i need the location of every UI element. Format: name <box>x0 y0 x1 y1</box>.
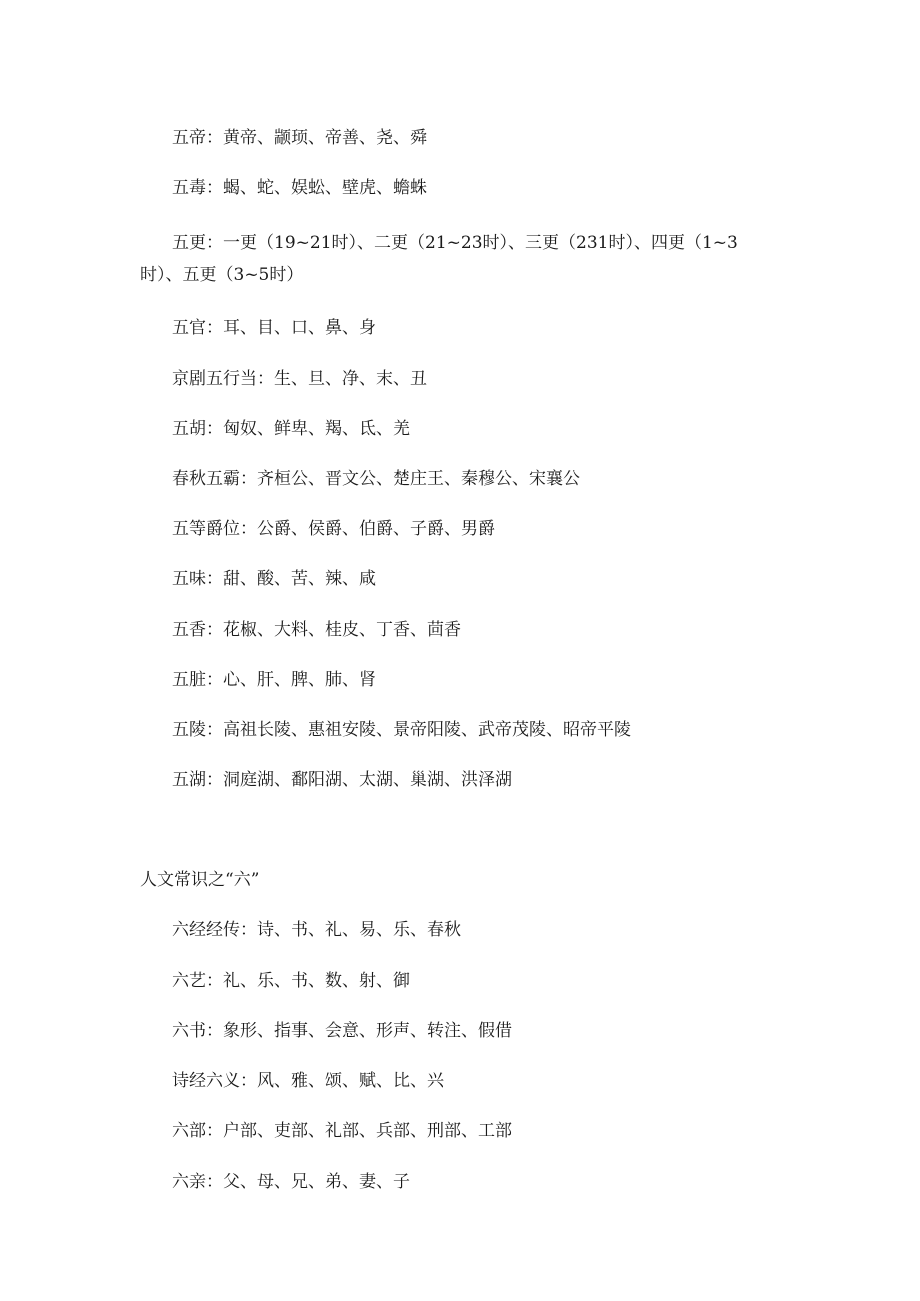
item-liujing-jingzhuan: 六经经传：诗、书、礼、易、乐、春秋 <box>172 920 461 940</box>
item-wudi: 五帝：黄帝、颛顼、帝善、尧、舜 <box>172 128 427 148</box>
item-wudeng-jueway: 五等爵位：公爵、侯爵、伯爵、子爵、男爵 <box>172 519 495 539</box>
item-jingju-wuhangdang: 京剧五行当：生、旦、净、末、丑 <box>172 369 427 389</box>
item-wuxiang: 五香：花椒、大料、桂皮、丁香、茴香 <box>172 620 461 640</box>
item-wuhu: 五胡：匈奴、鲜卑、羯、氐、羌 <box>172 419 410 439</box>
item-liuyi: 六艺：礼、乐、书、数、射、御 <box>172 971 410 991</box>
item-liushu: 六书：象形、指事、会意、形声、转注、假借 <box>172 1021 512 1041</box>
item-liubu: 六部：户部、吏部、礼部、兵部、刑部、工部 <box>172 1121 512 1141</box>
item-liuqin: 六亲：父、母、兄、弟、妻、子 <box>172 1172 410 1192</box>
section-heading-six: 人文常识之“六” <box>140 870 260 890</box>
item-wuwei: 五味：甜、酸、苦、辣、咸 <box>172 569 376 589</box>
item-wugeng: 五更：一更（19~21时）、二更（21~23时）、三更（231时）、四更（1~3时）、五更（3~5时） <box>140 233 738 285</box>
item-shijing-liuyi: 诗经六义：风、雅、颂、赋、比、兴 <box>172 1071 444 1091</box>
item-wuzang: 五脏：心、肝、脾、肺、肾 <box>172 670 376 690</box>
item-wuling: 五陵：高祖长陵、惠祖安陵、景帝阳陵、武帝茂陵、昭帝平陵 <box>172 720 631 740</box>
item-wuhu-lakes: 五湖：洞庭湖、鄱阳湖、太湖、巢湖、洪泽湖 <box>172 770 512 790</box>
item-wuguan: 五官：耳、目、口、鼻、身 <box>172 318 376 338</box>
item-wudu: 五毒：蝎、蛇、娱蚣、壁虎、蟾蛛 <box>172 178 427 198</box>
item-chunqiu-wuba: 春秋五霸：齐桓公、晋文公、楚庄王、秦穆公、宋襄公 <box>172 469 580 489</box>
